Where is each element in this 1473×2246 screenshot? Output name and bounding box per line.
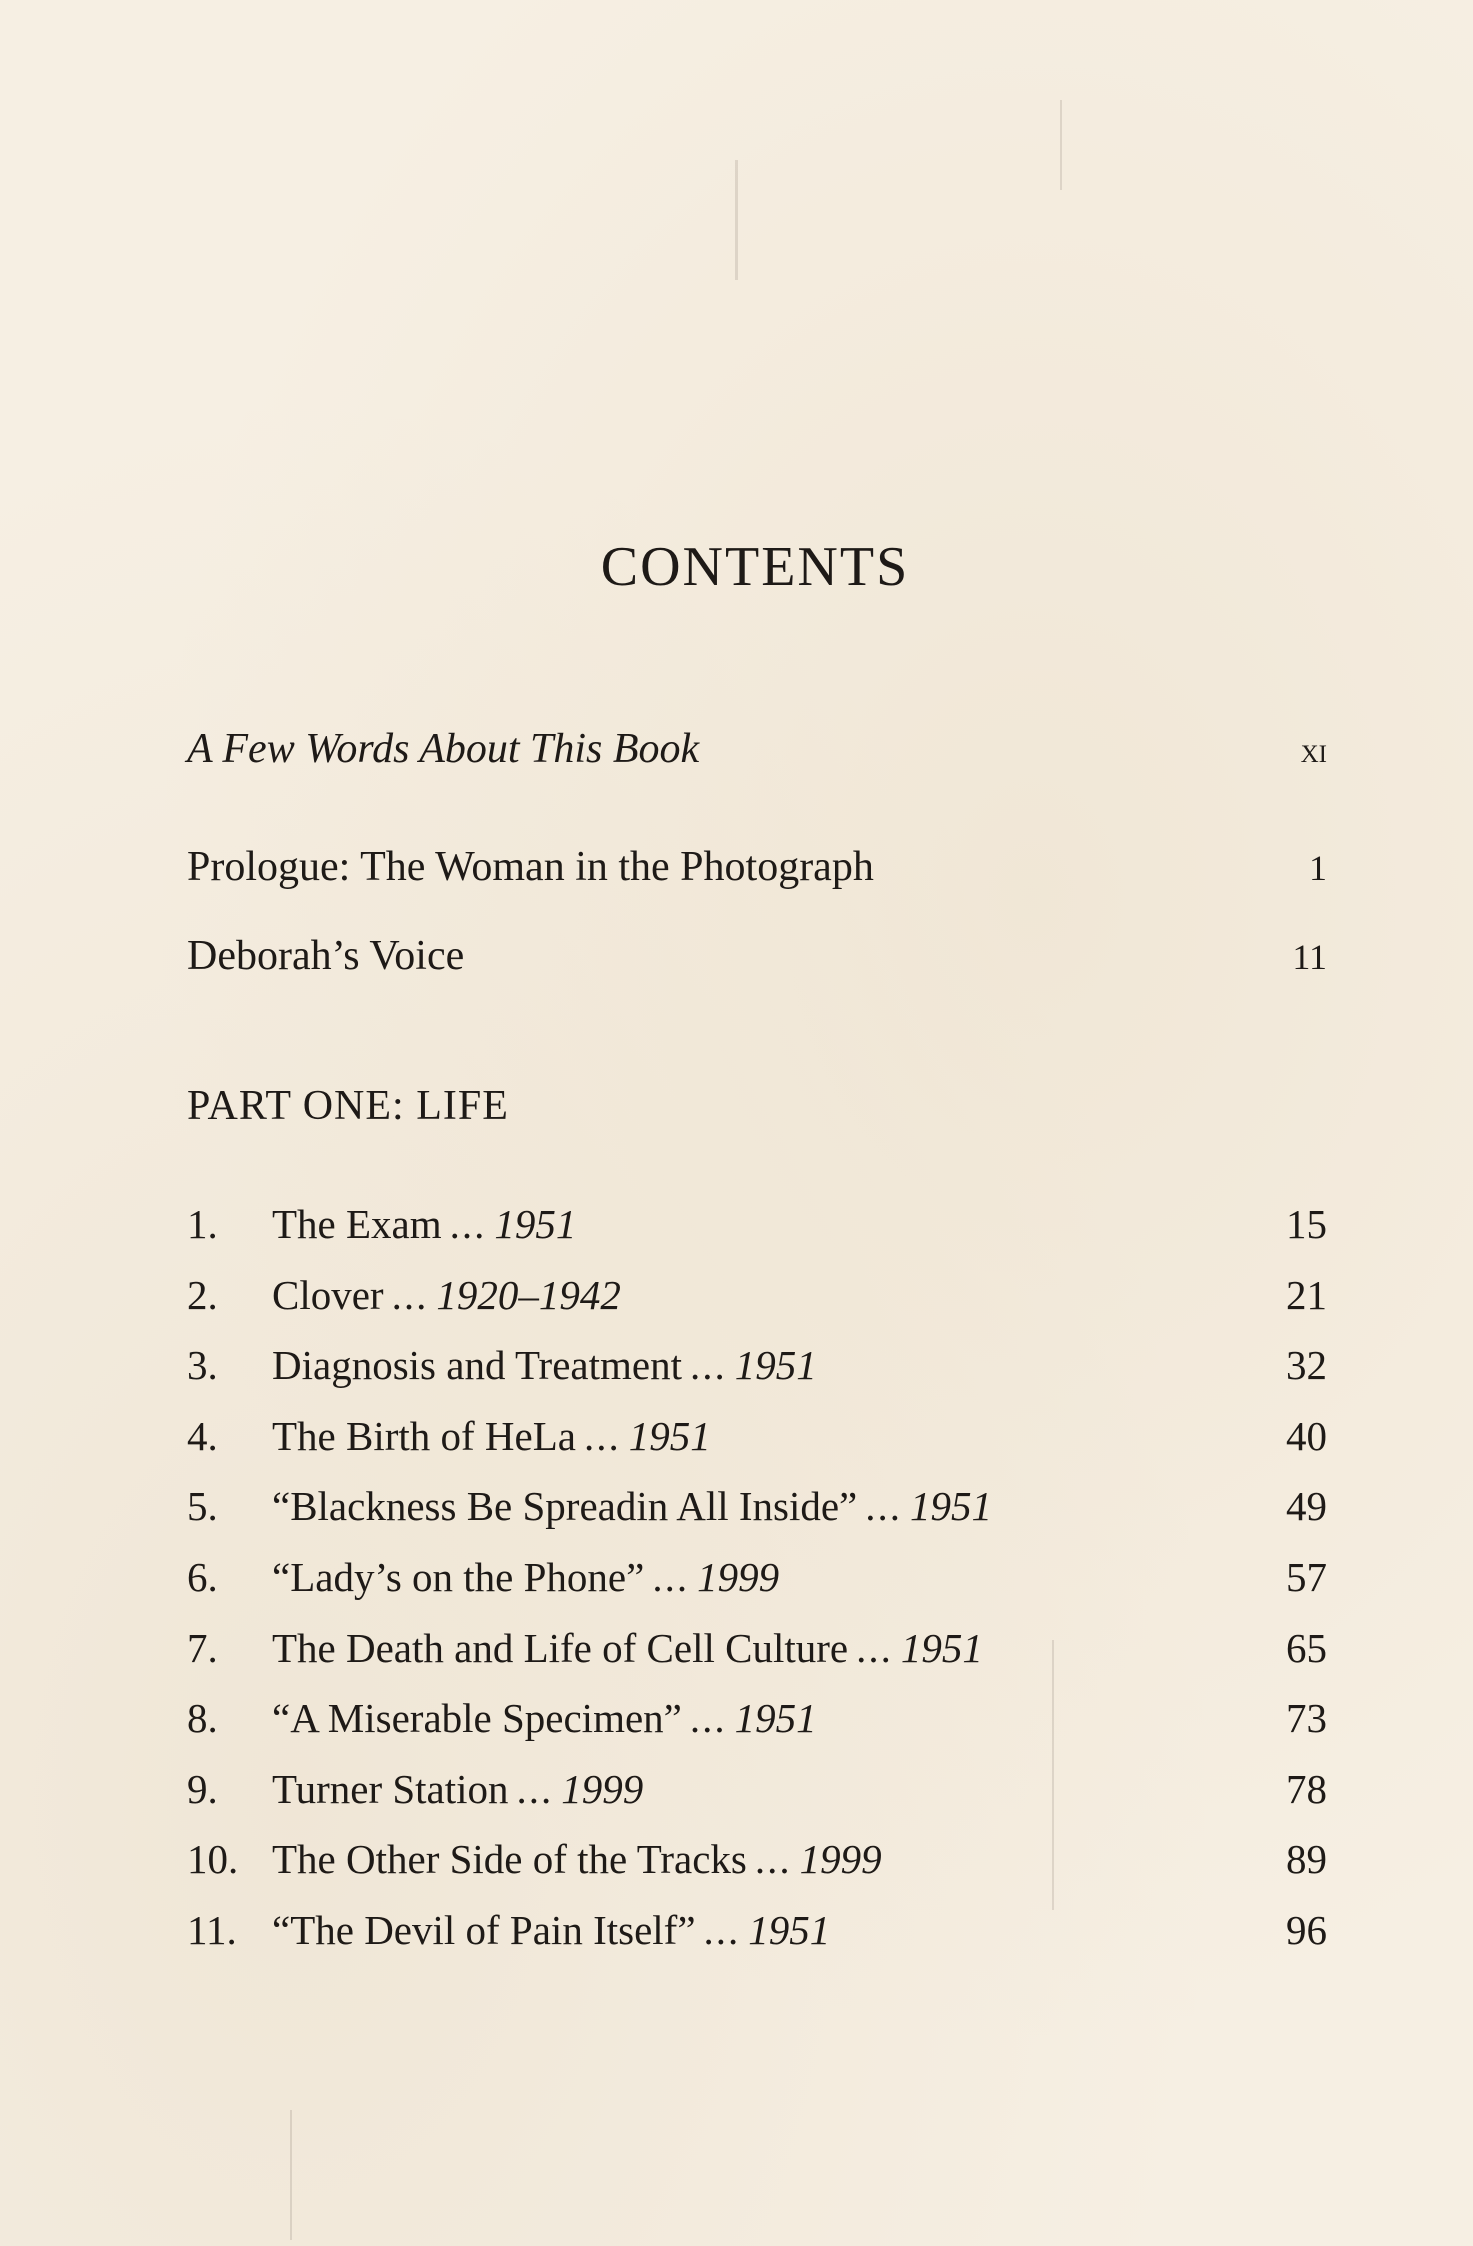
toc-entry-page: 11 <box>1292 937 1327 977</box>
chapter-year: 1951 <box>900 1625 983 1671</box>
chapter-number: 1. <box>187 1201 218 1247</box>
chapter-dots: ... <box>391 1272 429 1318</box>
toc-entry-front-matter <box>187 843 1327 891</box>
chapter-dots: ... <box>583 1413 621 1459</box>
chapter-year: 1999 <box>799 1836 882 1882</box>
chapter-number: 3. <box>187 1342 218 1388</box>
chapter-title: Turner Station <box>272 1766 509 1812</box>
toc-chapter-row <box>187 1482 1327 1530</box>
chapter-dots: ... <box>689 1695 727 1741</box>
chapter-title: “Blackness Be Spreadin All Inside” <box>272 1483 858 1529</box>
chapter-title: The Exam <box>272 1201 442 1247</box>
toc-chapter-row <box>187 1271 1327 1319</box>
chapter-title: The Birth of HeLa <box>272 1413 576 1459</box>
chapter-year: 1920–1942 <box>436 1272 621 1318</box>
chapter-title: Diagnosis and Treatment <box>272 1342 682 1388</box>
chapter-dots: ... <box>856 1625 893 1671</box>
toc-entry-title: A Few Words About This Book <box>187 726 700 772</box>
chapter-dots: ... <box>865 1483 903 1529</box>
chapter-dots: ... <box>652 1554 690 1600</box>
chapter-page: 49 <box>1286 1483 1327 1529</box>
chapter-page: 21 <box>1286 1272 1327 1318</box>
chapter-number: 6. <box>187 1554 218 1600</box>
chapter-year: 1999 <box>561 1766 644 1812</box>
chapter-page: 96 <box>1286 1907 1327 1953</box>
chapter-title: “Lady’s on the Phone” <box>272 1554 645 1600</box>
toc-chapter-row <box>187 1906 1327 1954</box>
chapter-title: “The Devil of Pain Itself” <box>272 1907 696 1953</box>
toc-entry-page: xi <box>1300 730 1327 770</box>
chapter-page: 15 <box>1286 1201 1327 1247</box>
chapter-page: 32 <box>1286 1342 1327 1388</box>
scan-mark <box>1060 100 1062 190</box>
chapter-dots: ... <box>754 1836 792 1882</box>
toc-entry-title: Prologue: The Woman in the Photograph <box>187 844 874 890</box>
toc-chapter-row <box>187 1624 1327 1672</box>
chapter-number: 10. <box>187 1836 239 1882</box>
scan-mark <box>735 160 738 280</box>
page-title: CONTENTS <box>600 536 910 598</box>
chapter-number: 8. <box>187 1695 218 1741</box>
toc-chapter-row <box>187 1341 1327 1389</box>
chapter-year: 1999 <box>697 1554 780 1600</box>
chapter-dots: ... <box>689 1342 727 1388</box>
chapter-number: 9. <box>187 1766 218 1812</box>
toc-chapter-row <box>187 1835 1327 1883</box>
chapter-number: 4. <box>187 1413 218 1459</box>
chapter-title: The Other Side of the Tracks <box>272 1836 747 1882</box>
chapter-year: 1951 <box>748 1907 831 1953</box>
chapter-number: 7. <box>187 1625 218 1671</box>
toc-entry-front-matter <box>187 725 1327 773</box>
chapter-page: 57 <box>1286 1554 1327 1600</box>
chapter-page: 73 <box>1286 1695 1327 1741</box>
chapter-number: 2. <box>187 1272 218 1318</box>
toc-chapter-row <box>187 1412 1327 1460</box>
chapter-title: “A Miserable Specimen” <box>272 1695 682 1741</box>
toc-chapter-row <box>187 1694 1327 1742</box>
toc-chapter-row <box>187 1765 1327 1813</box>
chapter-year: 1951 <box>494 1201 577 1247</box>
part-heading: PART ONE: LIFE <box>187 1083 509 1129</box>
toc-entry-title: Deborah’s Voice <box>187 933 465 979</box>
chapter-page: 65 <box>1286 1625 1327 1671</box>
chapter-page: 78 <box>1286 1766 1327 1812</box>
toc-entry-front-matter <box>187 932 1327 980</box>
chapter-year: 1951 <box>734 1342 817 1388</box>
chapter-page: 40 <box>1286 1413 1327 1459</box>
chapter-title: Clover <box>272 1272 384 1318</box>
chapter-dots: ... <box>449 1201 487 1247</box>
chapter-number: 11. <box>187 1907 237 1953</box>
chapter-year: 1951 <box>910 1483 993 1529</box>
chapter-dots: ... <box>703 1907 741 1953</box>
chapter-year: 1951 <box>628 1413 711 1459</box>
chapter-title: The Death and Life of Cell Culture <box>272 1625 849 1671</box>
chapter-page: 89 <box>1286 1836 1327 1882</box>
toc-chapter-row <box>187 1200 1327 1248</box>
scan-mark <box>290 2110 292 2240</box>
toc-chapter-row <box>187 1553 1327 1601</box>
chapter-dots: ... <box>516 1766 554 1812</box>
chapter-number: 5. <box>187 1483 218 1529</box>
chapter-year: 1951 <box>734 1695 817 1741</box>
toc-entry-page: 1 <box>1309 848 1327 888</box>
